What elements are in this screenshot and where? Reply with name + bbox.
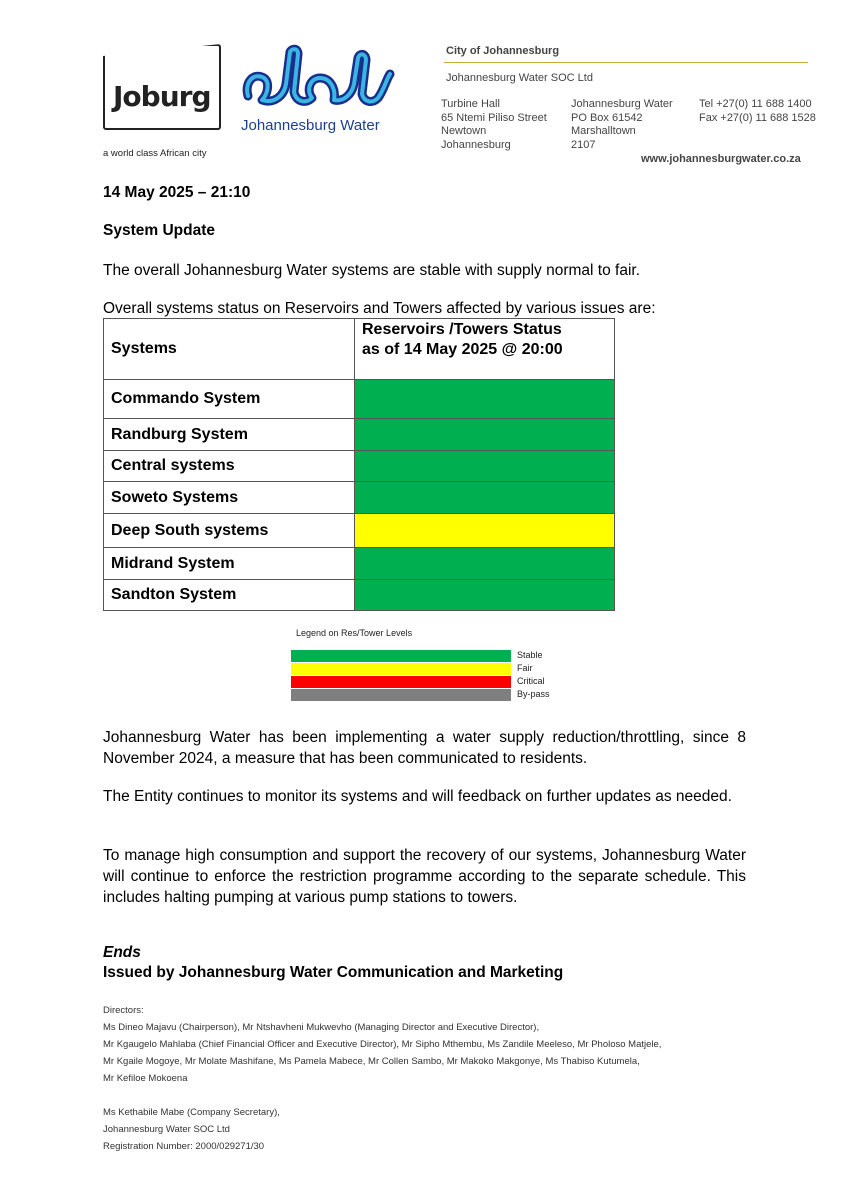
table-row — [104, 482, 615, 514]
registration-number: Registration Number: 2000/029271/30 — [103, 1141, 265, 1152]
header-status-line1: Reservoirs /Towers Status — [362, 321, 562, 338]
entity-name: Johannesburg Water SOC Ltd — [446, 72, 593, 84]
restriction-paragraph: To manage high consumption and support the recovery of our systems, Johannesburg Water will continue to enforce the restriction programme according to the separate schedule. This includes halting pumping at various pump stations to towers. — [103, 847, 746, 906]
address-line: 65 Ntemi Piliso Street — [441, 111, 547, 124]
directors-line: Mr Kgaile Mogoye, Mr Molate Mashifane, Ms Pamela Mabece, Mr Collen Sambo, Mr Makoko Makgonye, Ms Thabiso Kutumela, — [103, 1056, 640, 1067]
table-row — [104, 380, 615, 419]
address-line: Marshalltown — [571, 125, 636, 137]
directors-line: Mr Kefiloe Mokoena — [103, 1073, 188, 1084]
address-line: 2107 — [571, 138, 596, 151]
legend-label-fair: Fair — [517, 663, 533, 673]
address-line: Turbine Hall — [441, 98, 500, 110]
system-name: Midrand System — [104, 548, 355, 580]
status-cell — [355, 451, 615, 482]
status-cell — [355, 548, 615, 580]
status-cell — [355, 514, 615, 548]
table-row — [104, 580, 615, 611]
header-systems — [104, 319, 355, 380]
legend-title: Legend on Res/Tower Levels — [296, 628, 413, 638]
system-name: Central systems — [104, 451, 355, 482]
directors-line: Mr Kgaugelo Mahlaba (Chief Financial Officer and Executive Director), Mr Sipho Mthembu, Ms Zandile Meeleso, Mr Pholoso Matjele, — [103, 1039, 662, 1050]
city-name: City of Johannesburg — [446, 45, 560, 57]
joburg-logo — [103, 44, 225, 162]
fax: Fax +27(0) 11 688 1528 — [699, 111, 816, 124]
table-row — [104, 514, 615, 548]
joburg-logo-text: Joburg — [113, 80, 211, 113]
system-name: Sandton System — [104, 580, 355, 611]
system-name: Randburg System — [104, 419, 355, 451]
contact-numbers — [699, 98, 816, 125]
legend-swatch-bypass — [291, 689, 511, 701]
address-line: PO Box 61542 — [571, 111, 643, 124]
status-cell — [355, 419, 615, 451]
jw-logo-text: Johannesburg Water — [241, 117, 380, 134]
page-title: System Update — [103, 222, 215, 239]
status-cell — [355, 380, 615, 419]
header-status-line2: as of 14 May 2025 @ 20:00 — [362, 341, 563, 358]
system-name: Commando System — [104, 380, 355, 419]
monitoring-paragraph: The Entity continues to monitor its systems and will feedback on further updates as needed. — [103, 788, 732, 805]
legend-swatch-critical — [291, 676, 511, 688]
directors-label: Directors: — [103, 1005, 144, 1016]
status-cell — [355, 580, 615, 611]
company-name: Johannesburg Water SOC Ltd — [103, 1124, 230, 1135]
table-intro: Overall systems status on Reservoirs and Towers affected by various issues are: — [103, 300, 656, 317]
status-legend — [290, 628, 580, 704]
header-status — [355, 319, 615, 380]
directors-line: Ms Dineo Majavu (Chairperson), Mr Ntshavheni Mukwevho (Managing Director and Executive Director), — [103, 1022, 540, 1033]
legend-label-stable: Stable — [517, 650, 543, 660]
intro-paragraph: The overall Johannesburg Water systems are stable with supply normal to fair. — [103, 262, 641, 279]
telephone: Tel +27(0) 11 688 1400 — [699, 98, 812, 110]
legend-swatch-stable — [291, 650, 511, 662]
johannesburg-water-logo — [240, 44, 400, 140]
address-line: Johannesburg — [441, 138, 511, 151]
legend-label-critical: Critical — [517, 676, 545, 686]
header-divider — [444, 62, 808, 63]
system-name: Deep South systems — [104, 514, 355, 548]
header-systems-label: Systems — [111, 340, 177, 357]
address-line: Johannesburg Water — [571, 98, 673, 110]
table-header-row — [104, 319, 615, 380]
company-secretary: Ms Kethabile Mabe (Company Secretary), — [103, 1107, 280, 1118]
water-wave-icon — [240, 44, 400, 118]
status-table — [103, 318, 615, 611]
table-row — [104, 548, 615, 580]
physical-address — [441, 98, 547, 152]
website-link[interactable]: www.johannesburgwater.co.za — [641, 153, 801, 165]
table-row — [104, 451, 615, 482]
status-cell — [355, 482, 615, 514]
legend-label-bypass: By-pass — [517, 689, 550, 699]
release-date: 14 May 2025 – 21:10 — [103, 184, 251, 201]
postal-address — [571, 98, 673, 152]
table-row — [104, 419, 615, 451]
address-line: Newtown — [441, 125, 487, 137]
issued-by: Issued by Johannesburg Water Communication and Marketing — [103, 964, 564, 981]
legend-swatch-fair — [291, 663, 511, 675]
system-name: Soweto Systems — [104, 482, 355, 514]
throttling-paragraph: Johannesburg Water has been implementing a water supply reduction/throttling, since 8 November 2024, a measure that has been communicated to residents. — [103, 729, 746, 767]
joburg-tagline: a world class African city — [103, 148, 207, 159]
ends-label: Ends — [103, 944, 141, 961]
